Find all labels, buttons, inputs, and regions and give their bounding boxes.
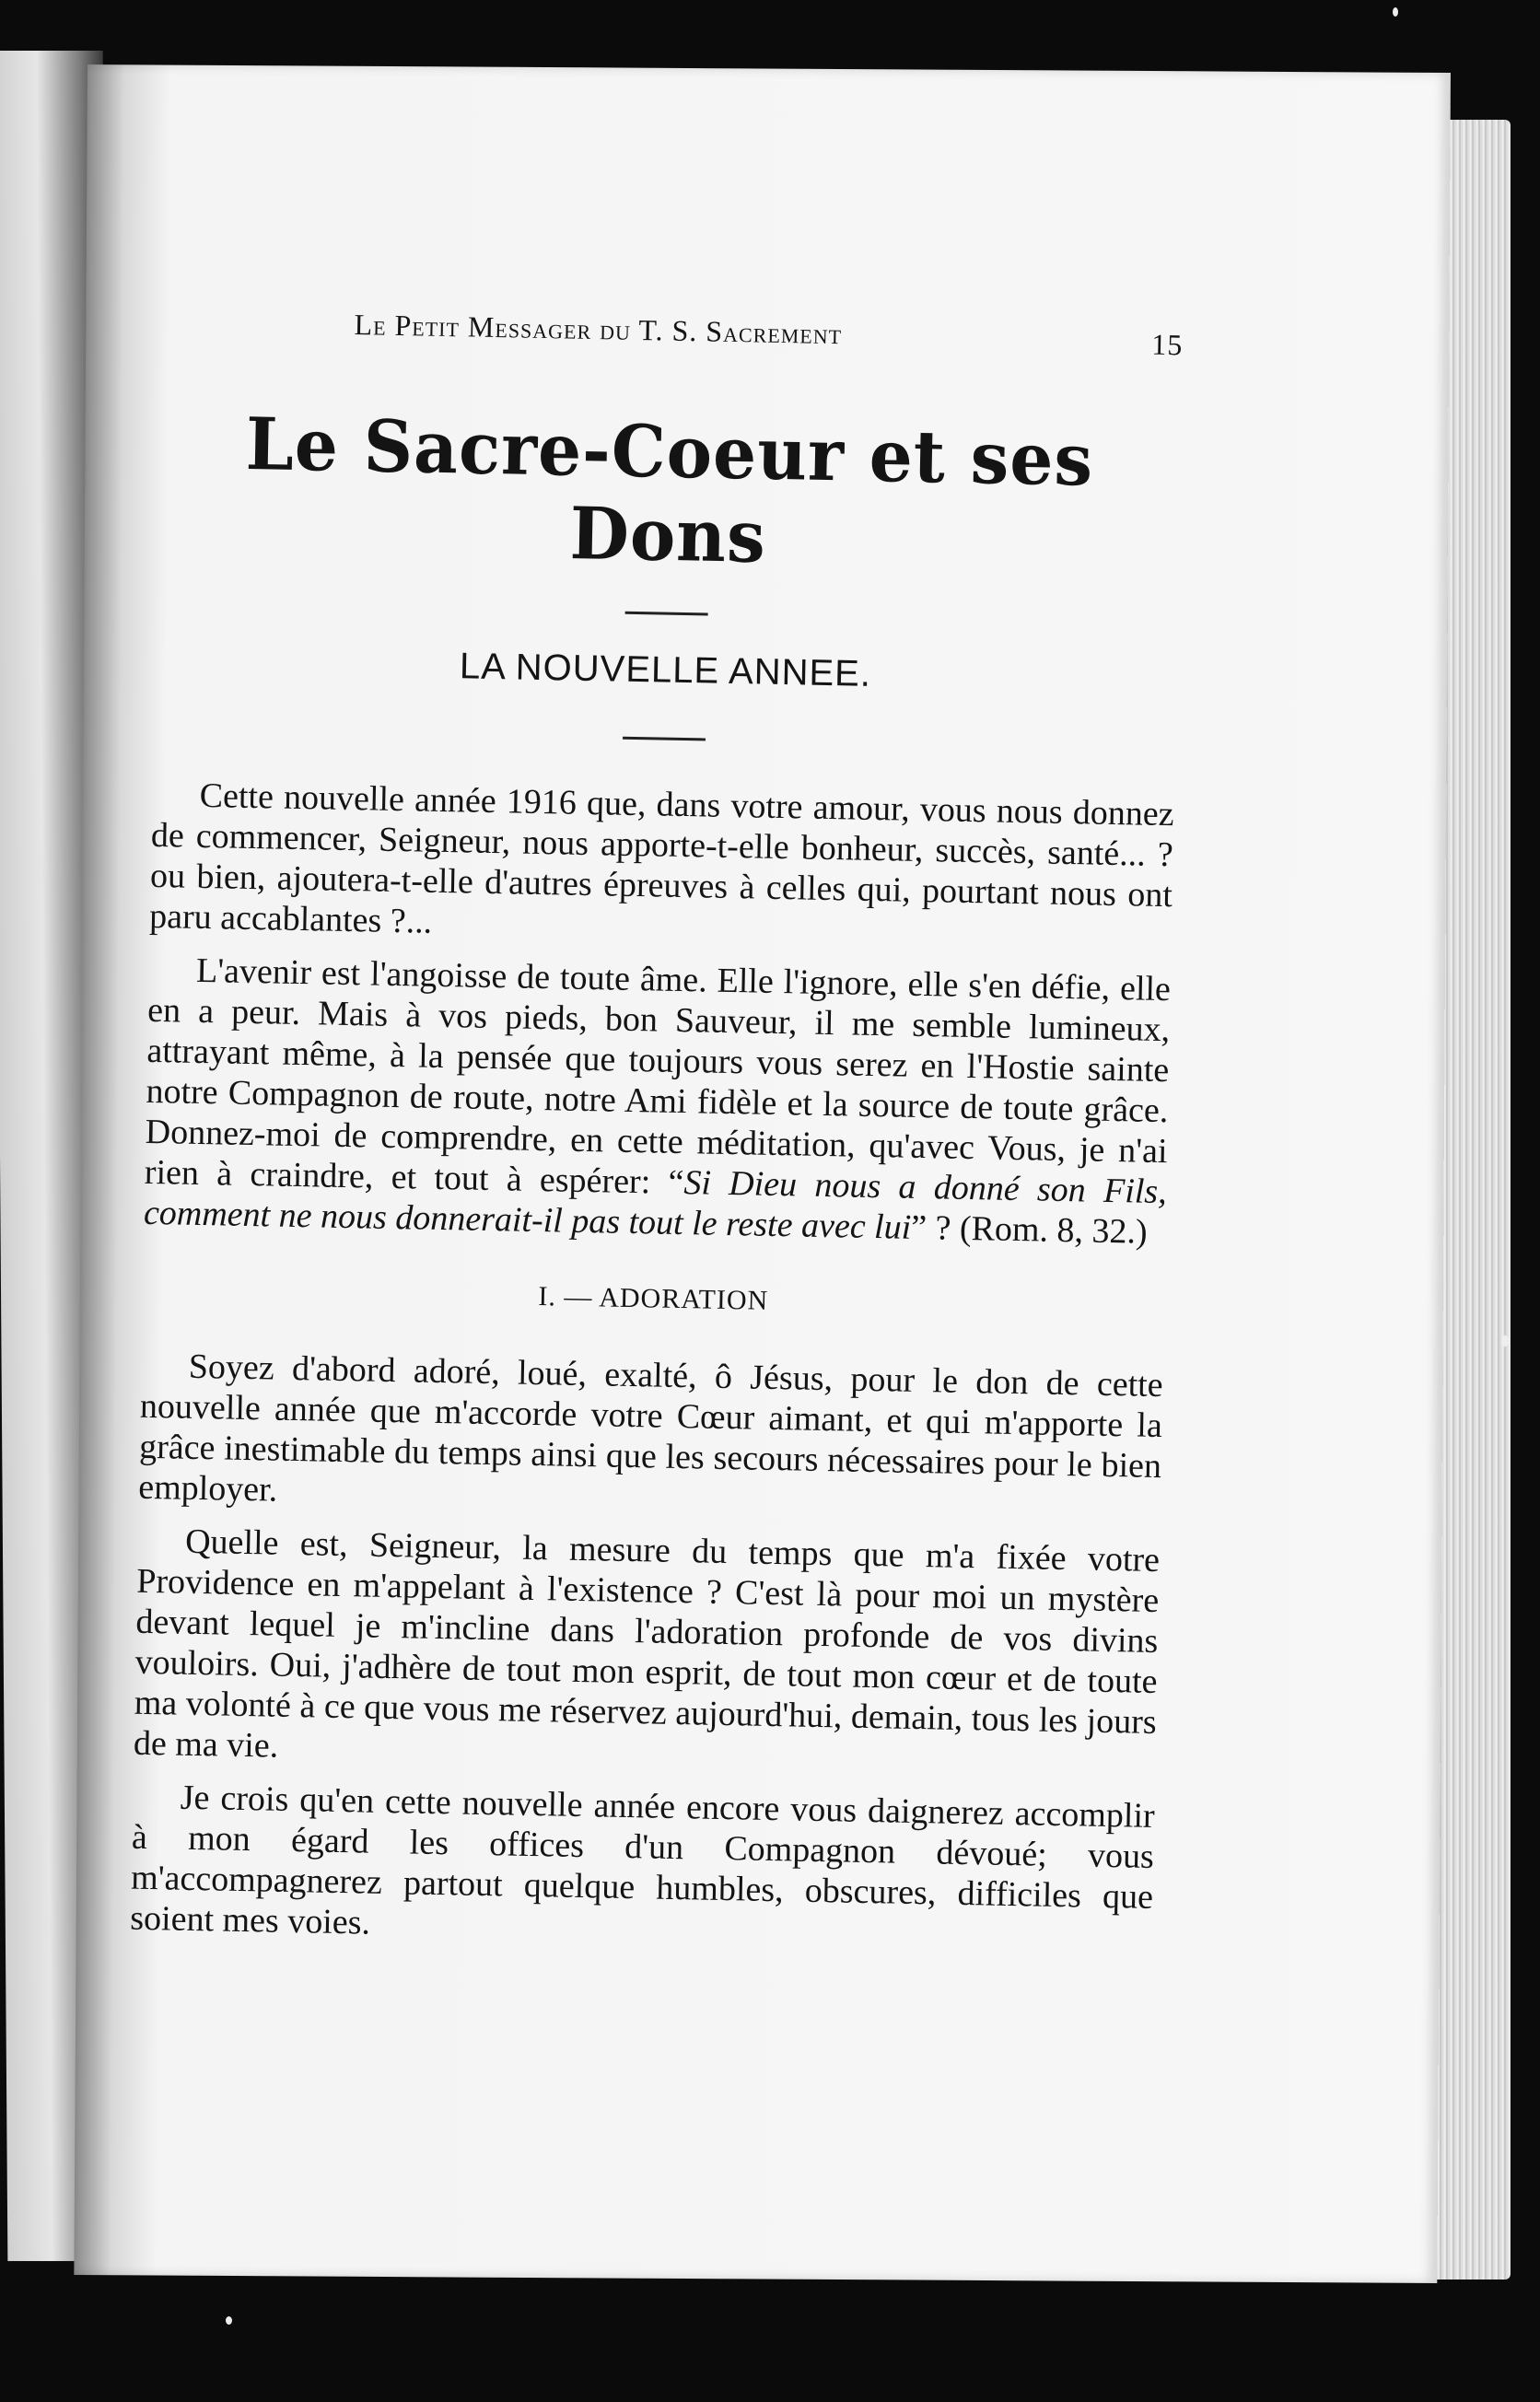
article-subtitle: LA NOUVELLE ANNEE. [459, 646, 872, 694]
page-content [130, 304, 1184, 1958]
paragraph-1: Cette nouvelle année 1916 que, dans votre amour, vous nous donnez de commencer, Seigneur, nous apporte-t-elle bonheur, succès, santé... ? ou bien, ajoutera-t-elle d'autres épreuves à celles qui, pourtant nous ont paru accablantes ?... [148, 775, 1174, 941]
article-title: Le Sacre-Coeur et ses Dons [245, 402, 1094, 579]
paragraph-2-text: L'avenir est l'angoisse de toute âme. Elle l'ignore, elle s'en défie, elle en a peur. Mais à vos pieds, bon Sauveur, il me semble lumineux, attrayant même, à la pensée que toujours vous serez en l'Hostie sainte notre Compagnon de route, notre Ami fidèle et la source de toute grâce. Donnez-moi de comprendre, en cette méditation, qu'avec Vous, je n'ai rien à craindre, et tout à espérer: “ [144, 950, 1172, 1203]
section-paragraph-2: Quelle est, Seigneur, la mesure du temps que m'a fixée votre Providence en m'appelant à l'existence ? C'est là pour moi un mystère devant lequel je m'incline dans l'adoration profonde de vos divins vouloirs. Oui, j'adhère de tout mon esprit, de tout mon cœur et de toute ma volonté à ce que vous me réservez aujourd'hui, demain, tous les jours de ma vie. [133, 1522, 1161, 1766]
section-paragraph-1: Soyez d'abord adoré, loué, exalté, ô Jésus, pour le don de cette nouvelle année que m'accorde votre Cœur aimant, et qui m'apporte la grâce inestimable du temps ainsi que les secours nécessaires pour le bien employer. [137, 1347, 1164, 1510]
dust-speck [1501, 1335, 1509, 1347]
quotation-reference: ” ? (Rom. 8, 32.) [910, 1207, 1149, 1252]
running-title: Le Petit Messager du T. S. Sacrement [354, 308, 843, 351]
dust-speck [1393, 7, 1398, 17]
subtitle-rule [623, 737, 706, 741]
paragraph-2 [144, 950, 1172, 1253]
page-number: 15 [1151, 327, 1184, 362]
quotation: Si Dieu nous a donné son Fils, comment ne nous donnerait-il pas tout le reste avec lui [143, 1163, 1168, 1247]
title-rule [625, 612, 708, 616]
dust-speck [226, 2316, 232, 2325]
section-heading: I. — ADORATION [538, 1281, 769, 1316]
section-paragraph-3: Je crois qu'en cette nouvelle année encore vous daignerez accomplir à mon égard les offices d'un Compagnon dévoué; vous m'accompagnerez partout quelque humbles, obscures, difficiles que soient mes voies. [129, 1778, 1156, 1942]
